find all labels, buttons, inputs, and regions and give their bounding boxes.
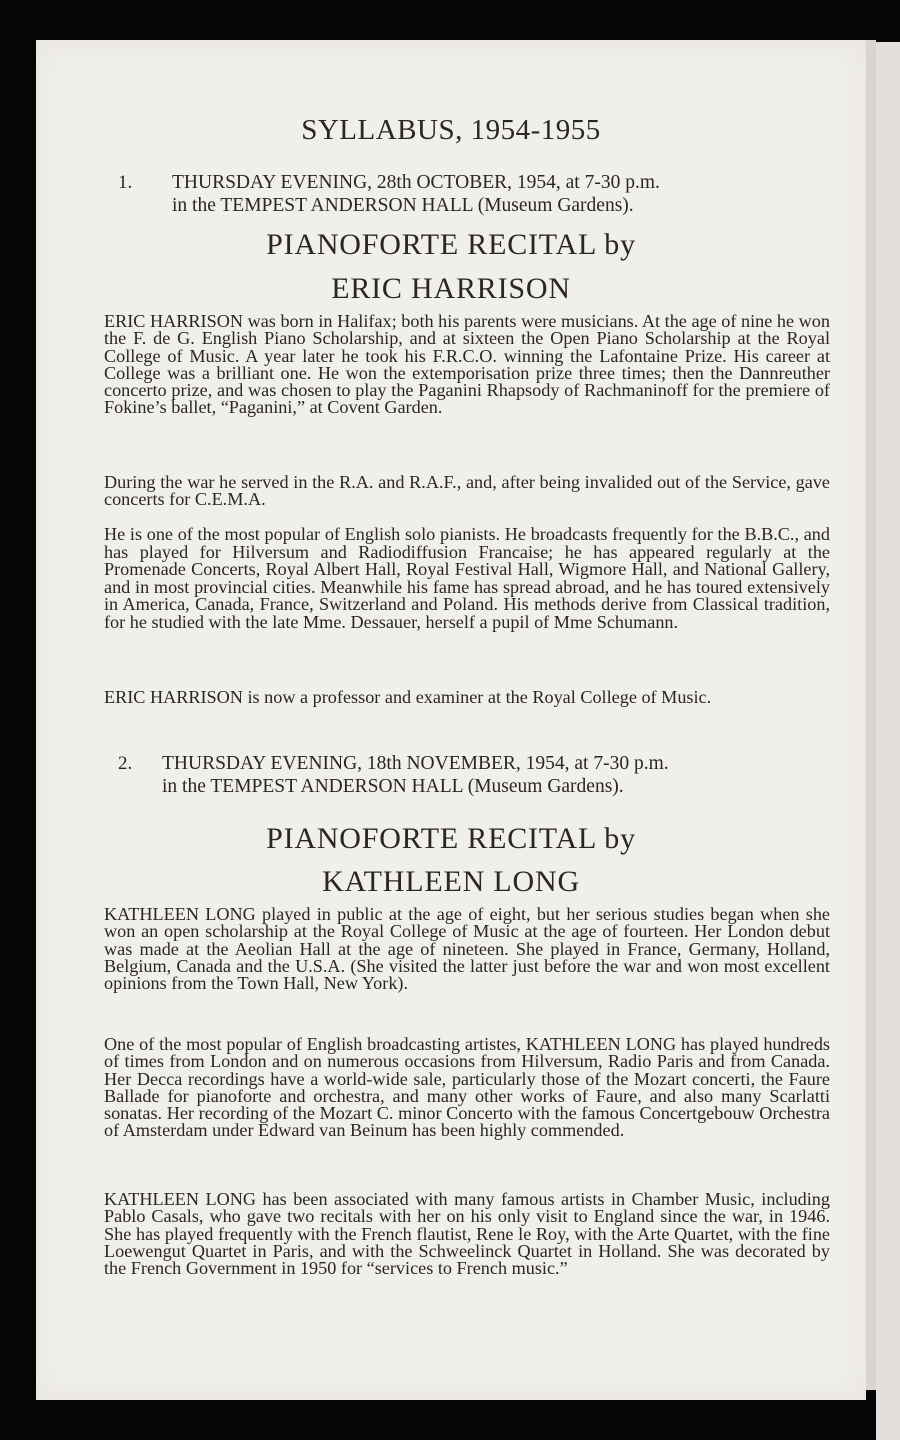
event-number: 2.	[118, 753, 133, 774]
recital-heading: PIANOFORTE RECITAL by	[266, 228, 636, 261]
biography-paragraph: He is one of the most popular of English solo pianists. He broadcasts frequently for the B.B.C., and has played for Hilversum and Radiodiffusion Francaise; he has appeared regularly at the Promenade Concerts, Royal Albert Hall, Royal Festival Hall, Wigmore Hall, and National Gallery, and in most provincial cities. Meanwhile his fame has spread abroad, and he has toured extensively in America, Canada, France, Switzerland and Poland. His methods derive from Classical tradition, for he studied with the late Mme. Dessauer, herself a pupil of Mme Schumann.	[104, 524, 830, 632]
recital-heading: PIANOFORTE RECITAL by	[266, 822, 636, 855]
biography-paragraph: KATHLEEN LONG has been associated with many famous artists in Chamber Music, including Pablo Casals, who gave two recitals with her on his only visit to England since the war, in 1946. She has played frequently with the French flautist, Rene le Roy, with the Arte Quartet, with the fine Loewengut Quartet in Paris, and with the Schweelinck Quartet in Holland. She was decorated by the French Government in 1950 for “services to French music.”	[104, 1189, 830, 1279]
event-date-line: THURSDAY EVENING, 18th NOVEMBER, 1954, at 7-30 p.m.	[162, 753, 669, 774]
next-page-edge	[876, 42, 900, 1440]
document-page	[36, 40, 866, 1400]
event-venue-line: in the TEMPEST ANDERSON HALL (Museum Gardens).	[162, 776, 624, 797]
page-title: SYLLABUS, 1954-1955	[301, 114, 601, 146]
performer-name: ERIC HARRISON	[331, 272, 571, 305]
biography-paragraph: KATHLEEN LONG played in public at the age of eight, but her serious studies began when she won an open scholarship at the Royal College of Music at the age of fourteen. Her London debut was made at the Aeolian Hall at the age of nineteen. She played in France, Germany, Holland, Belgium, Canada and the U.S.A. (She visited the latter just before the war and won most excellent opinions from the Town Hall, New York).	[104, 904, 830, 994]
biography-paragraph: ERIC HARRISON is now a professor and examiner at the Royal College of Music.	[104, 687, 712, 707]
biography-paragraph: One of the most popular of English broadcasting artistes, KATHLEEN LONG has played hundreds of times from London and on numerous occasions from Hilversum, Radio Paris and from Canada. Her Decca recordings have a world-wide sale, particularly those of the Mozart concerti, the Faure Ballade for pianoforte and orchestra, and many other works of Faure, and also many Scarlatti sonatas. Her recording of the Mozart C. minor Concerto with the famous Concertgebouw Orchestra of Amsterdam under Edward van Beinum has been highly commended.	[104, 1034, 830, 1141]
event-date-line: THURSDAY EVENING, 28th OCTOBER, 1954, at 7-30 p.m.	[172, 172, 660, 193]
performer-name: KATHLEEN LONG	[322, 865, 580, 898]
event-number: 1.	[118, 172, 133, 193]
event-venue-line: in the TEMPEST ANDERSON HALL (Museum Gardens).	[172, 195, 634, 216]
page-edge	[866, 40, 876, 1390]
biography-paragraph: ERIC HARRISON was born in Halifax; both his parents were musicians. At the age of nine he won the F. de G. English Piano Scholarship, and at sixteen the Open Piano Scholarship at the Royal College of Music. A year later he took his F.R.C.O. winning the Lafontaine Prize. His career at College was a brilliant one. He won the extemporisation prize three times; then the Dannreuther concerto prize, and was chosen to play the Paganini Rhapsody of Rachmaninoff for the premiere of Fokine’s ballet, “Paganini,” at Covent Garden.	[104, 311, 830, 418]
biography-paragraph: During the war he served in the R.A. and R.A.F., and, after being invalided out of the Service, gave concerts for C.E.M.A.	[104, 472, 830, 510]
